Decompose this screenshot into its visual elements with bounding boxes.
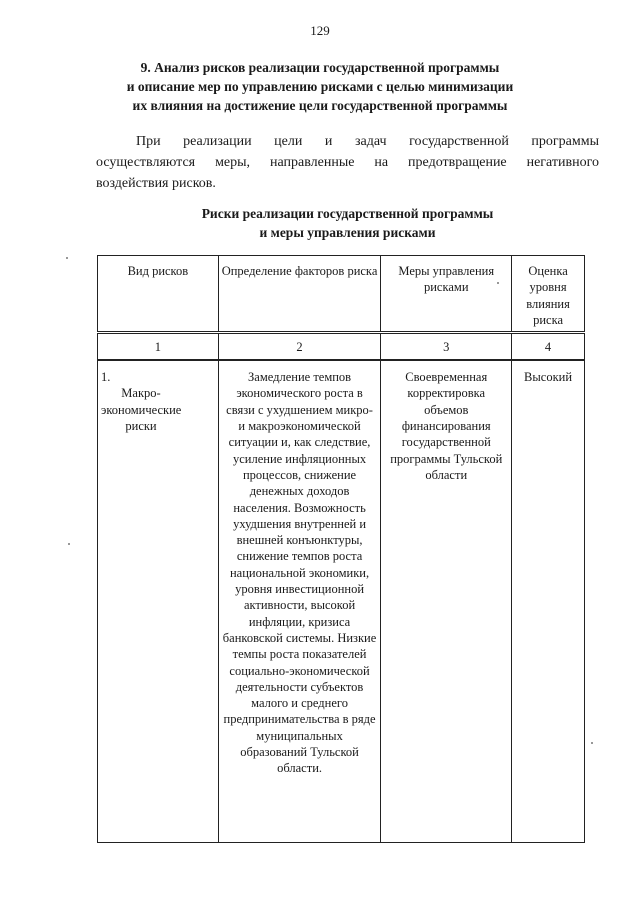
table-title <box>96 204 599 242</box>
column-number: 1 <box>98 333 219 361</box>
risk-measures: Своевременная корректировка объемов финансирования государственной программы Тульской области <box>381 360 512 843</box>
column-number: 3 <box>381 333 512 361</box>
intro-paragraph <box>96 131 599 194</box>
column-number: 2 <box>218 333 381 361</box>
intro-line: воздействия рисков. <box>96 176 216 191</box>
risk-level: Высокий <box>512 360 585 843</box>
risk-type-cell <box>98 360 219 843</box>
scan-speck <box>591 742 593 744</box>
section-heading-line: 9. Анализ рисков реализации государственной программы <box>140 60 500 75</box>
scan-speck <box>497 282 499 284</box>
section-heading-line: и описание мер по управлению рисками с целью минимизации <box>126 79 514 94</box>
table-title-line: и меры управления рисками <box>259 225 436 240</box>
risk-table <box>97 255 585 843</box>
header-risk-measures: Меры управления рисками <box>381 256 512 333</box>
scan-speck <box>66 257 68 259</box>
table-row <box>98 360 585 843</box>
section-heading-line: их влияния на достижение цели государственной программы <box>132 98 508 113</box>
header-risk-factors: Определение факторов риска <box>218 256 381 333</box>
page-number: 129 <box>310 23 330 38</box>
header-risk-level: Оценка уровня влияния риска <box>512 256 585 333</box>
section-heading <box>80 58 560 115</box>
risk-factors: Замедление темпов экономического роста в связи с ухудшением микро- и макроэкономической ситуации и, как следствие, усиление инфляционных процессов, снижение денежных доходов населения. Возможность ухудшения внутренней и внешней конъюнктуры, снижение темпов роста национальной экономики, уровня инвестиционной активности, высокой инфляции, кризиса банковской системы. Низкие темпы роста показателей социально-экономической деятельности субъектов малого и среднего предпринимательства в ряде муниципальных образований Тульской области. <box>218 360 381 843</box>
intro-line: При реализации цели и задач государственной программы <box>136 134 599 149</box>
column-number: 4 <box>512 333 585 361</box>
column-number-row <box>98 333 585 361</box>
scan-speck <box>68 543 70 545</box>
table-title-line: Риски реализации государственной программы <box>201 206 494 221</box>
header-risk-type: Вид рисков <box>98 256 219 333</box>
table-header-row <box>98 256 585 333</box>
intro-line: осуществляются меры, направленные на предотвращение негативного <box>96 155 599 170</box>
risk-type: Макро-экономические риски <box>101 386 182 434</box>
row-number: 1. <box>101 370 111 385</box>
